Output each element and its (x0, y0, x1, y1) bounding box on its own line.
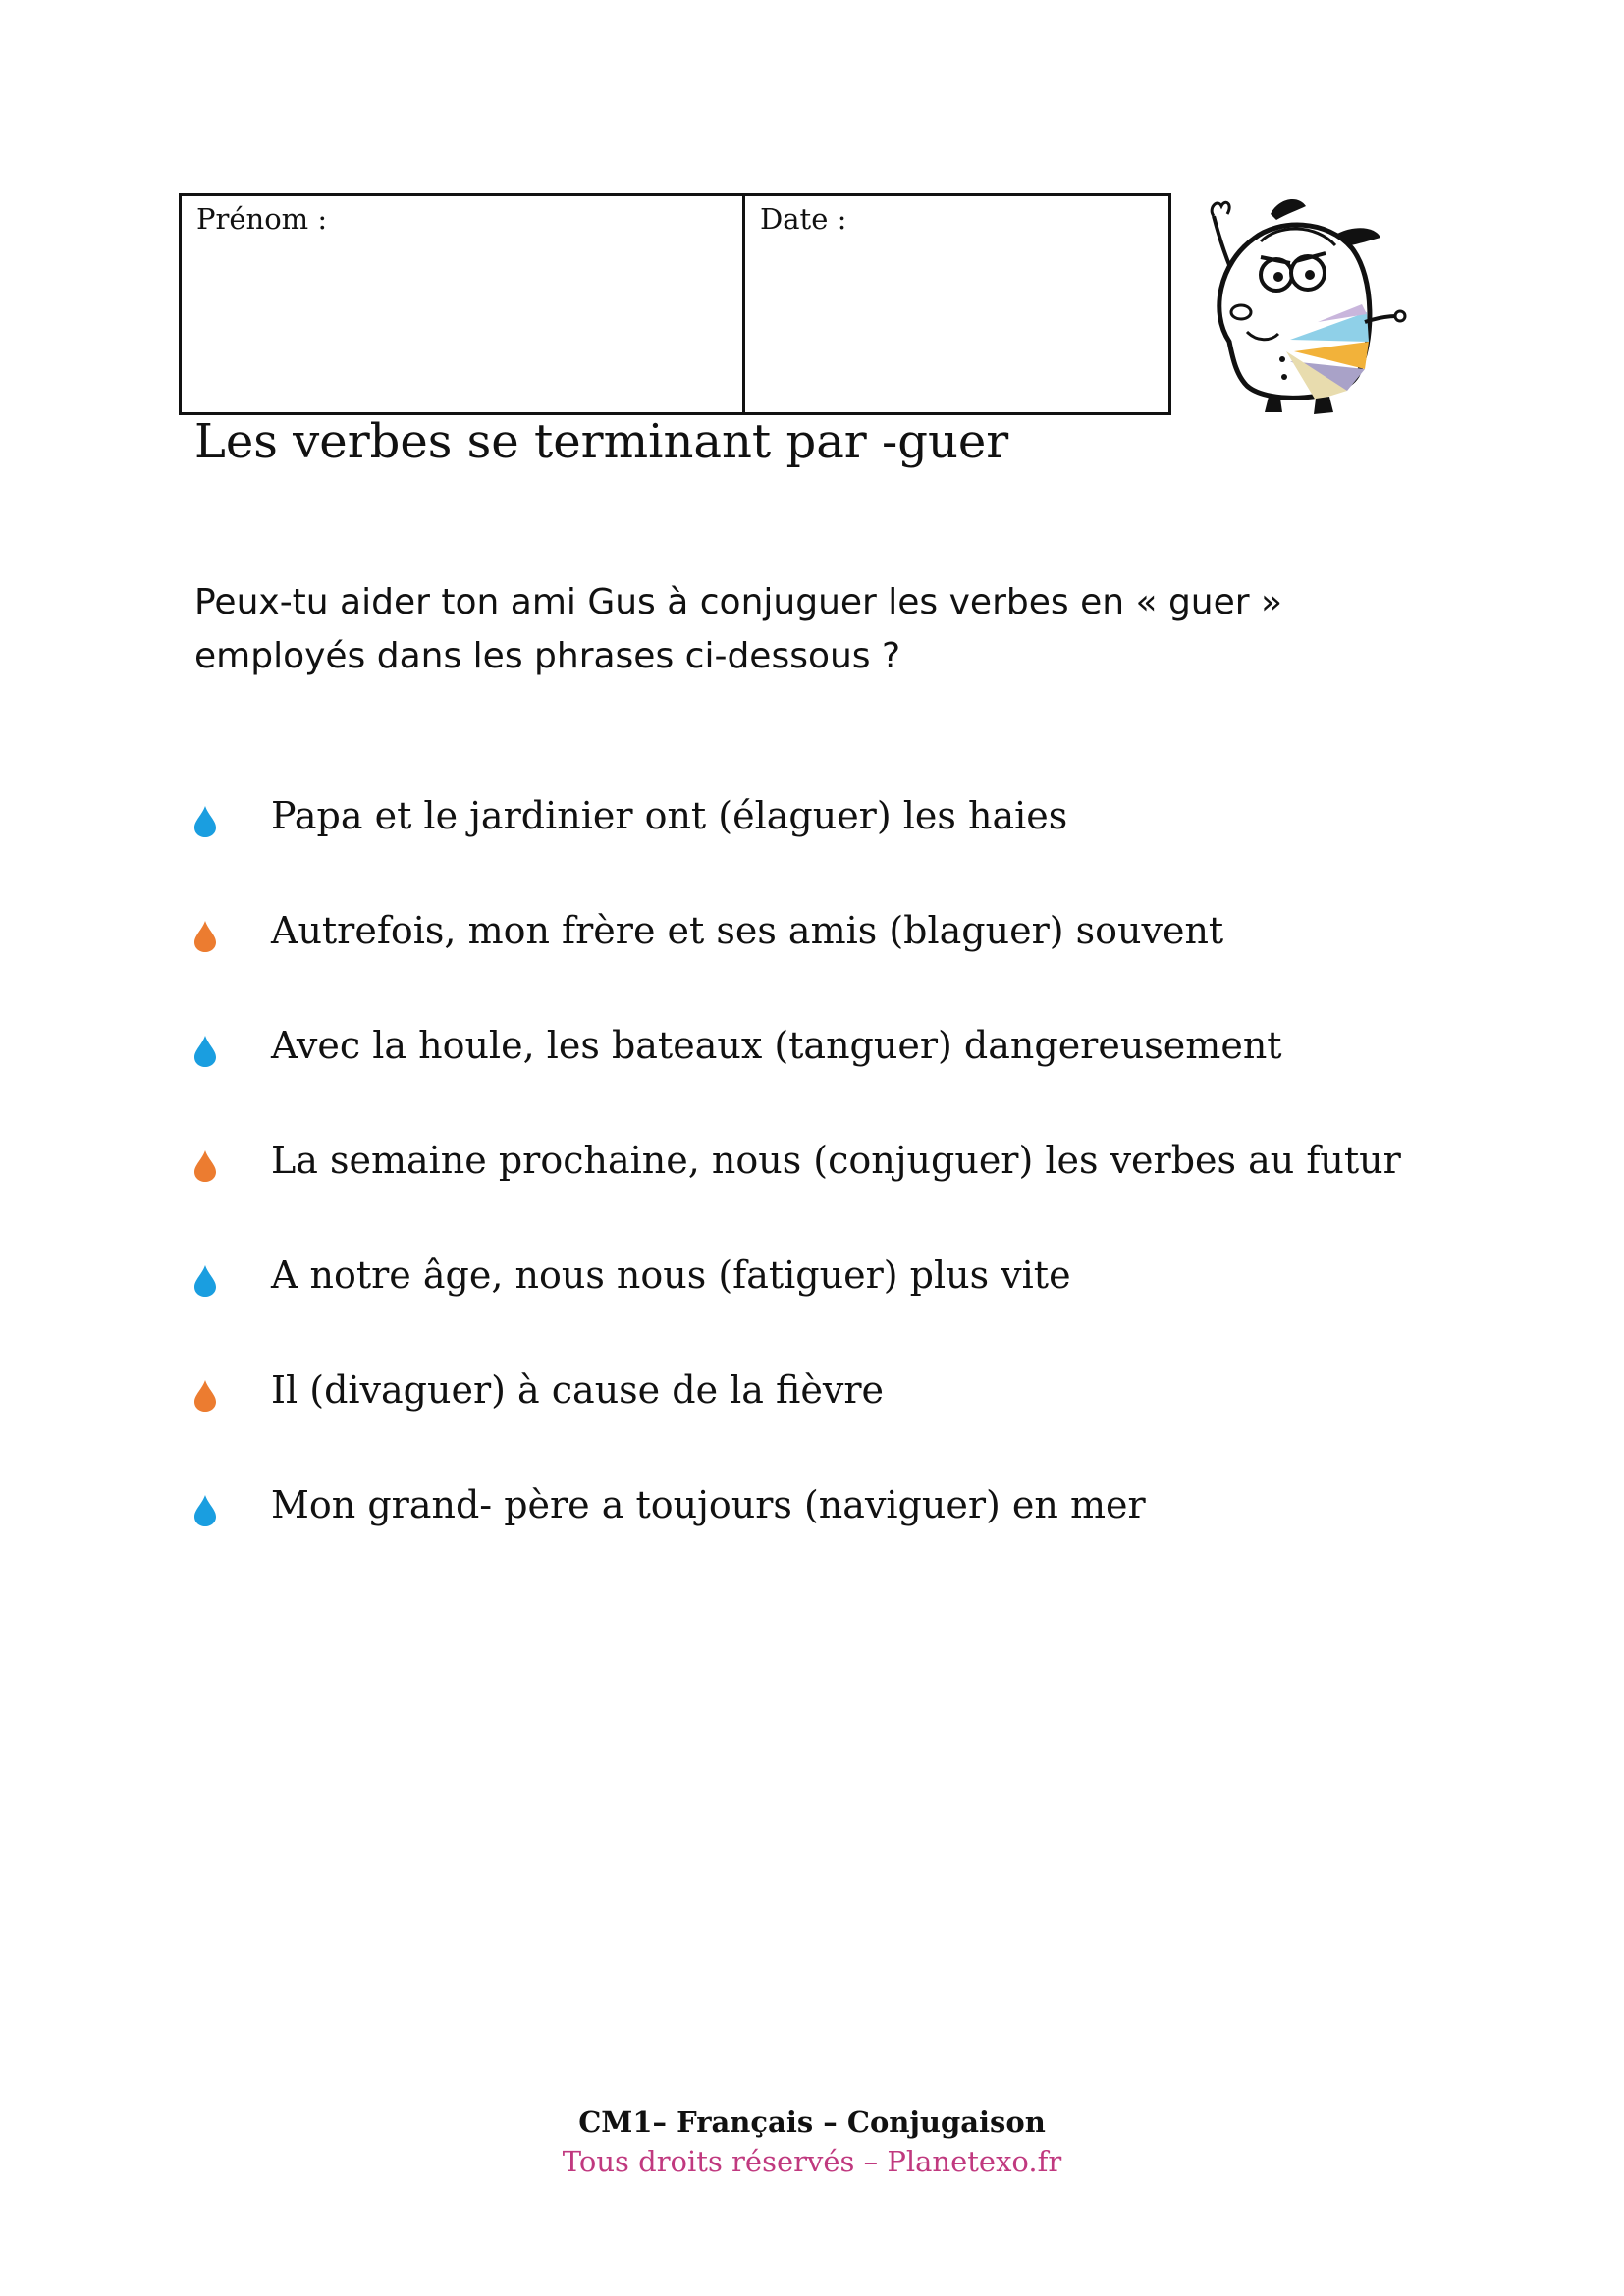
water-drop-icon (192, 1035, 218, 1068)
footer-course-label: CM1– Français – Conjugaison (578, 2106, 1046, 2139)
exercise-item (192, 993, 1401, 1108)
exercise-sentence: Il (divaguer) à cause de la fièvre (271, 1367, 884, 1412)
footer (0, 2103, 1624, 2181)
first-name-label: Prénom : (196, 202, 328, 236)
instruction-line-1: Peux-tu aider ton ami Gus à conjuguer les verbes en « guer » (194, 582, 1283, 622)
water-drop-icon (192, 1264, 218, 1298)
exercise-list (192, 764, 1401, 1568)
exercise-sentence: La semaine prochaine, nous (conjuguer) les verbes au futur (271, 1138, 1401, 1182)
date-field[interactable] (745, 196, 1168, 412)
page-title: Les verbes se terminant par -guer (194, 414, 1009, 469)
exercise-sentence: Papa et le jardinier ont (élaguer) les haies (271, 793, 1068, 837)
instruction-line-2: employés dans les phrases ci-dessous ? (194, 636, 901, 676)
exercise-item (192, 1453, 1401, 1568)
footer-copyright: Tous droits réservés – Planetexo.fr (562, 2145, 1062, 2178)
exercise-item (192, 879, 1401, 993)
sheep-mascot-icon (1200, 194, 1414, 418)
exercise-item (192, 1223, 1401, 1338)
water-drop-icon (192, 1149, 218, 1183)
exercise-sentence: Mon grand- père a toujours (naviguer) en mer (271, 1482, 1146, 1526)
exercise-sentence: Avec la houle, les bateaux (tanguer) dangereusement (271, 1023, 1282, 1067)
date-label: Date : (760, 202, 847, 236)
exercise-item (192, 1108, 1401, 1223)
instruction-text (194, 575, 1373, 683)
exercise-item (192, 1338, 1401, 1453)
exercise-item (192, 764, 1401, 879)
first-name-field[interactable] (182, 196, 745, 412)
exercise-sentence: Autrefois, mon frère et ses amis (blaguer) souvent (271, 908, 1224, 952)
water-drop-icon (192, 1494, 218, 1527)
water-drop-icon (192, 805, 218, 838)
student-info-box (179, 193, 1171, 415)
water-drop-icon (192, 1379, 218, 1413)
water-drop-icon (192, 920, 218, 953)
exercise-sentence: A notre âge, nous nous (fatiguer) plus vite (271, 1253, 1071, 1297)
